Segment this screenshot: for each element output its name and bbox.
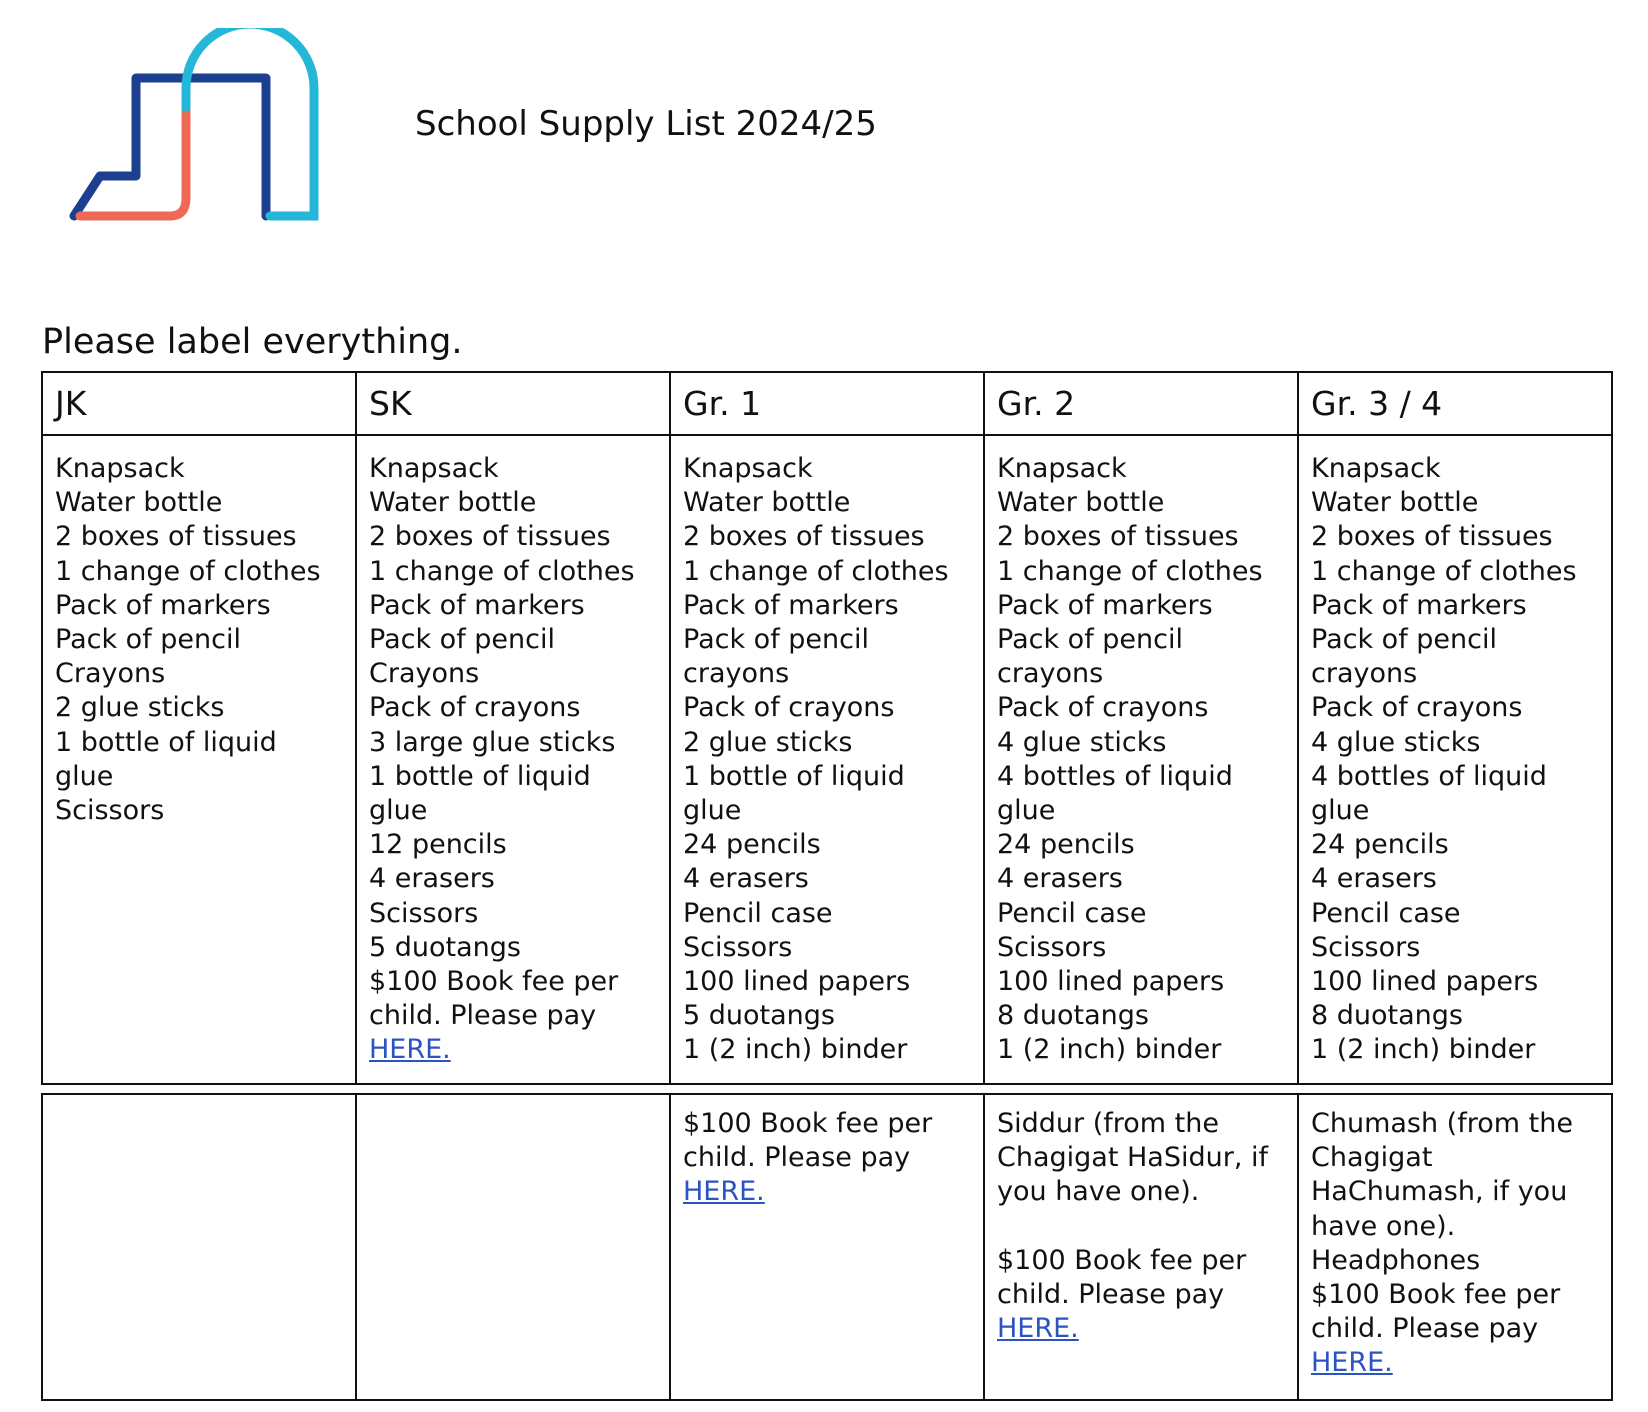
grade-header-jk: JK	[42, 372, 356, 435]
book-fee-text: $100 Book fee per child. Please pay	[369, 966, 619, 1032]
extra-cell-gr2	[984, 1094, 1298, 1400]
supply-list: Knapsack Water bottle 2 boxes of tissues 1 change of clothes Pack of markers Pack of pencil Crayons Pack of crayons 3 large glue sticks 1 bottle of liquid glue 12 pencils 4 erasers Scissors 5 duotangs	[369, 453, 635, 963]
extra-cell-sk	[356, 1094, 670, 1400]
extra-cell-gr1	[670, 1094, 984, 1400]
grade-header-row	[42, 372, 1612, 435]
supply-table	[41, 371, 1613, 1085]
supply-cell-jk	[42, 435, 356, 1084]
book-fee-pay-link[interactable]: HERE.	[369, 1034, 451, 1066]
grade-header-gr2: Gr. 2	[984, 372, 1298, 435]
book-fee-pay-link[interactable]: HERE.	[997, 1313, 1079, 1345]
supply-list: Knapsack Water bottle 2 boxes of tissues 1 change of clothes Pack of markers Pack of pencil Crayons 2 glue sticks 1 bottle of liquid glue Scissors	[55, 453, 321, 827]
page-title: School Supply List 2024/25	[415, 104, 877, 144]
extra-cell-gr34	[1298, 1094, 1612, 1400]
grade-header-sk: SK	[356, 372, 670, 435]
school-arch-logo-icon	[60, 28, 340, 238]
book-fee-text: $100 Book fee per child. Please pay	[1311, 1279, 1561, 1345]
supply-list: Knapsack Water bottle 2 boxes of tissues 1 change of clothes Pack of markers Pack of pencil crayons Pack of crayons 4 glue sticks 4 bottles of liquid glue 24 pencils 4 erasers Pencil case Scissors 100 lined papers 8 duotangs 1 (2 inch) binder	[997, 453, 1263, 1066]
chumash-note: Chumash (from the Chagigat HaChumash, if you have one). Headphones	[1311, 1108, 1573, 1276]
supply-cell-gr34	[1298, 435, 1612, 1084]
supply-cell-gr1	[670, 435, 984, 1084]
supply-cell-sk	[356, 435, 670, 1084]
book-fee-text: $100 Book fee per child. Please pay	[683, 1108, 933, 1174]
siddur-note: Siddur (from the Chagigat HaSidur, if you have one).	[997, 1108, 1269, 1208]
grade-header-gr1: Gr. 1	[670, 372, 984, 435]
spacer	[997, 1210, 1287, 1244]
supply-cell-gr2	[984, 435, 1298, 1084]
book-fee-text: $100 Book fee per child. Please pay	[997, 1244, 1247, 1310]
supply-items-row	[42, 435, 1612, 1084]
book-fee-pay-link[interactable]: HERE.	[1311, 1347, 1393, 1379]
extra-cell-jk	[42, 1094, 356, 1400]
book-fee-pay-link[interactable]: HERE.	[683, 1176, 765, 1208]
extra-supply-table	[41, 1093, 1613, 1401]
supply-list: Knapsack Water bottle 2 boxes of tissues 1 change of clothes Pack of markers Pack of pencil crayons Pack of crayons 2 glue sticks 1 bottle of liquid glue 24 pencils 4 erasers Pencil case Scissors 100 lined papers 5 duotangs 1 (2 inch) binder	[683, 453, 949, 1066]
supply-list: Knapsack Water bottle 2 boxes of tissues 1 change of clothes Pack of markers Pack of pencil crayons Pack of crayons 4 glue sticks 4 bottles of liquid glue 24 pencils 4 erasers Pencil case Scissors 100 lined papers 8 duotangs 1 (2 inch) binder	[1311, 453, 1577, 1066]
grade-header-gr34: Gr. 3 / 4	[1298, 372, 1612, 435]
extra-items-row	[42, 1094, 1612, 1400]
label-note: Please label everything.	[42, 322, 463, 362]
